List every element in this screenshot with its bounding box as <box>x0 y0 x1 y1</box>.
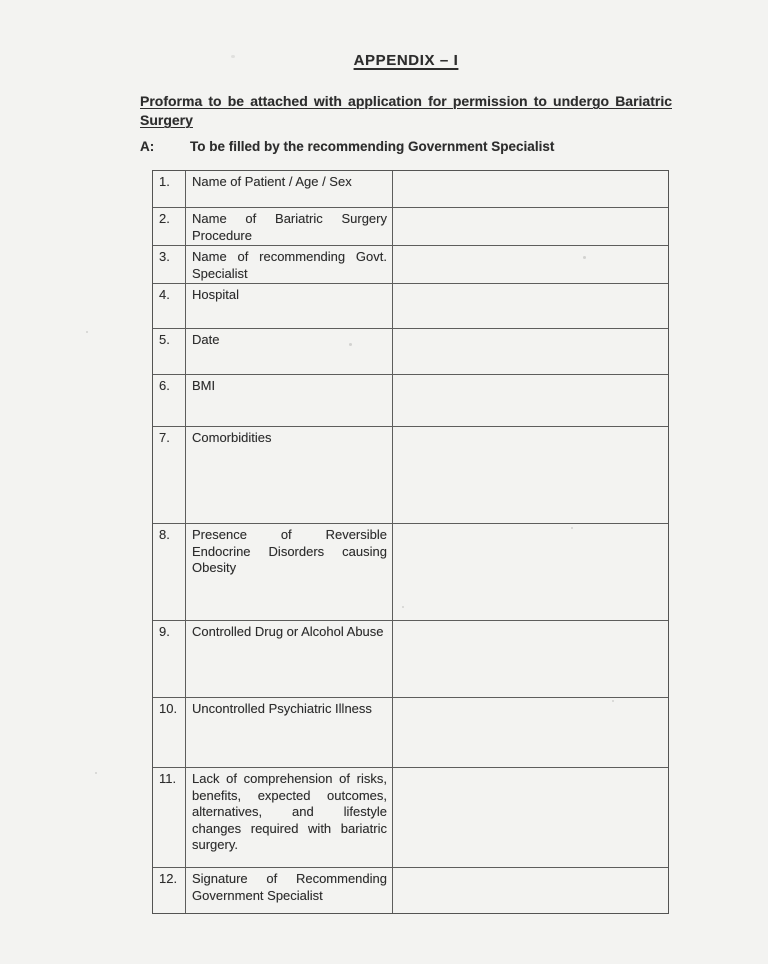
row-label: Controlled Drug or Alcohol Abuse <box>186 621 393 697</box>
table-row <box>153 768 668 868</box>
row-label: BMI <box>186 375 393 426</box>
row-value-cell <box>393 208 668 245</box>
row-value-cell <box>393 171 668 207</box>
row-number: 10. <box>153 698 186 767</box>
row-label: Name of recommending Govt. Specialist <box>186 246 393 283</box>
table-row <box>153 284 668 329</box>
row-value-cell <box>393 768 668 867</box>
row-number: 6. <box>153 375 186 426</box>
row-label: Comorbidities <box>186 427 393 523</box>
row-value-cell <box>393 329 668 374</box>
row-label: Uncontrolled Psychiatric Illness <box>186 698 393 767</box>
table-row <box>153 698 668 768</box>
scan-speck <box>95 772 97 774</box>
row-label: Name of Bariatric Surgery Procedure <box>186 208 393 245</box>
row-label: Name of Patient / Age / Sex <box>186 171 393 207</box>
scan-speck <box>86 331 88 333</box>
table-row <box>153 524 668 621</box>
table-row <box>153 375 668 427</box>
section-a-text: To be filled by the recommending Government Specialist <box>190 139 555 154</box>
row-label: Presence of Reversible Endocrine Disorders causing Obesity <box>186 524 393 620</box>
proforma-subtitle <box>140 92 672 130</box>
row-number: 8. <box>153 524 186 620</box>
row-label: Hospital <box>186 284 393 328</box>
row-number: 11. <box>153 768 186 867</box>
row-value-cell <box>393 375 668 426</box>
row-number: 3. <box>153 246 186 283</box>
table-row <box>153 621 668 698</box>
row-value-cell <box>393 868 668 913</box>
row-number: 5. <box>153 329 186 374</box>
row-value-cell <box>393 698 668 767</box>
table-row <box>153 171 668 208</box>
table-row <box>153 329 668 375</box>
row-number: 7. <box>153 427 186 523</box>
row-number: 9. <box>153 621 186 697</box>
row-value-cell <box>393 246 668 283</box>
table-row <box>153 246 668 284</box>
row-label: Date <box>186 329 393 374</box>
proforma-subtitle-line2: Surgery <box>140 112 193 128</box>
appendix-title: APPENDIX – I <box>353 52 459 69</box>
row-value-cell <box>393 284 668 328</box>
row-number: 12. <box>153 868 186 913</box>
section-a-label: A: <box>140 139 155 154</box>
table-row <box>153 868 668 913</box>
proforma-subtitle-line1: Proforma to be attached with application for permission to undergo Bariatric <box>140 93 672 109</box>
row-label: Lack of comprehension of risks, benefits, expected outcomes, alternatives, and lifestyle changes required with bariatric surgery. <box>186 768 393 867</box>
form-table <box>152 170 669 914</box>
table-row <box>153 208 668 246</box>
row-label: Signature of Recommending Government Specialist <box>186 868 393 913</box>
row-value-cell <box>393 427 668 523</box>
row-number: 4. <box>153 284 186 328</box>
section-a-heading <box>140 139 672 154</box>
row-number: 1. <box>153 171 186 207</box>
row-value-cell <box>393 621 668 697</box>
row-value-cell <box>393 524 668 620</box>
table-row <box>153 427 668 524</box>
row-number: 2. <box>153 208 186 245</box>
